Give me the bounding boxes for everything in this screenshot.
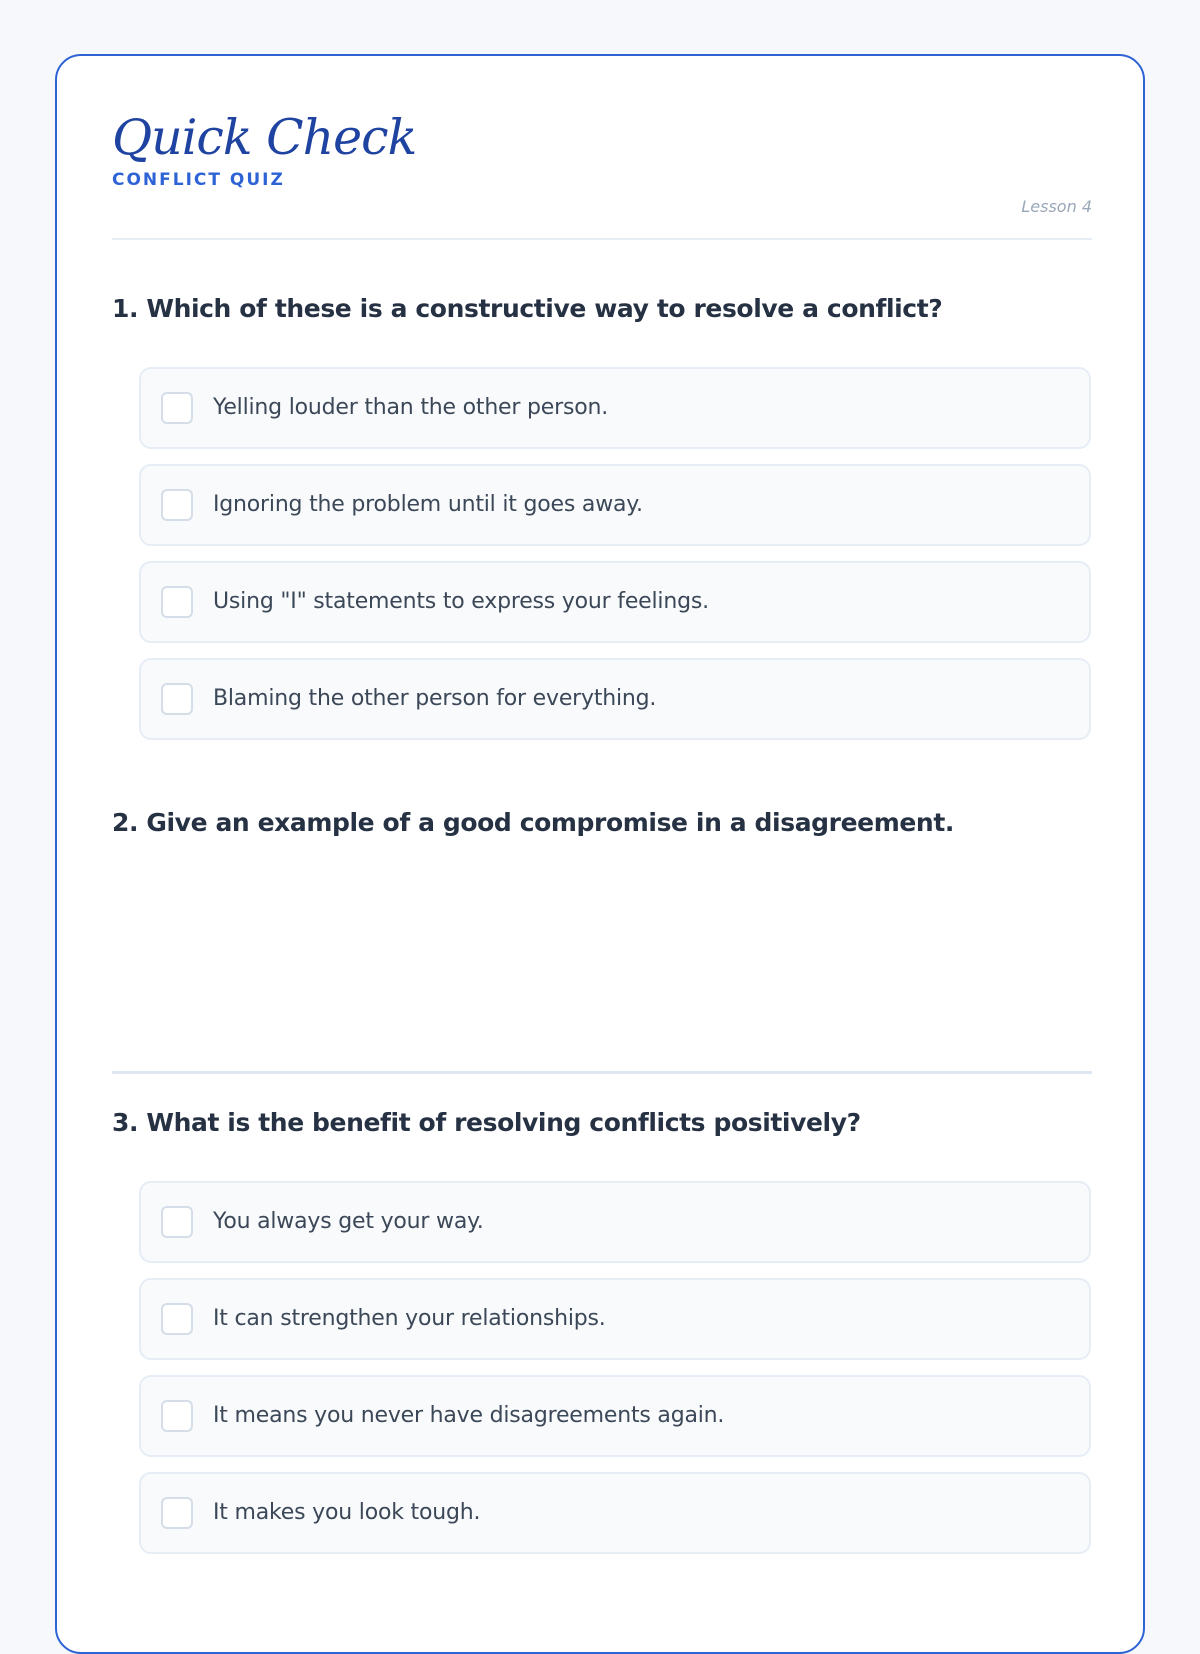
question-1-option-2-label: Ignoring the problem until it goes away. (213, 492, 643, 517)
unchecked-checkbox-icon[interactable] (161, 683, 193, 715)
unchecked-checkbox-icon[interactable] (161, 586, 193, 618)
question-3-option-3[interactable] (139, 1375, 1091, 1457)
question-1-option-4[interactable] (139, 658, 1091, 740)
question-3-option-4[interactable] (139, 1472, 1091, 1554)
question-1-option-1-label: Yelling louder than the other person. (213, 395, 609, 420)
question-3-prompt: 3. What is the benefit of resolving conflicts positively? (112, 1108, 861, 1137)
question-1-option-2[interactable] (139, 464, 1091, 546)
unchecked-checkbox-icon[interactable] (161, 1497, 193, 1529)
header-divider (112, 238, 1092, 240)
question-2-answer-area[interactable] (112, 864, 1092, 1074)
question-1-option-3[interactable] (139, 561, 1091, 643)
question-1-option-4-label: Blaming the other person for everything. (213, 686, 657, 711)
quiz-header (112, 106, 1092, 216)
question-3-option-1[interactable] (139, 1181, 1091, 1263)
lesson-label: Lesson 4 (1021, 197, 1092, 216)
question-1-option-1[interactable] (139, 367, 1091, 449)
question-3-option-3-label: It means you never have disagreements again. (213, 1403, 725, 1428)
unchecked-checkbox-icon[interactable] (161, 489, 193, 521)
question-3-option-4-label: It makes you look tough. (213, 1500, 481, 1525)
unchecked-checkbox-icon[interactable] (161, 392, 193, 424)
question-1-option-3-label: Using "I" statements to express your feelings. (213, 589, 709, 614)
quiz-card (55, 54, 1145, 1654)
unchecked-checkbox-icon[interactable] (161, 1206, 193, 1238)
unchecked-checkbox-icon[interactable] (161, 1400, 193, 1432)
question-3-option-2-label: It can strengthen your relationships. (213, 1306, 606, 1331)
question-2-prompt: 2. Give an example of a good compromise in a disagreement. (112, 808, 954, 837)
quiz-subtitle: CONFLICT QUIZ (112, 170, 285, 190)
question-1-prompt: 1. Which of these is a constructive way to resolve a conflict? (112, 294, 943, 323)
page-title: Quick Check (112, 109, 417, 166)
unchecked-checkbox-icon[interactable] (161, 1303, 193, 1335)
question-3-option-2[interactable] (139, 1278, 1091, 1360)
question-3-option-1-label: You always get your way. (213, 1209, 484, 1234)
